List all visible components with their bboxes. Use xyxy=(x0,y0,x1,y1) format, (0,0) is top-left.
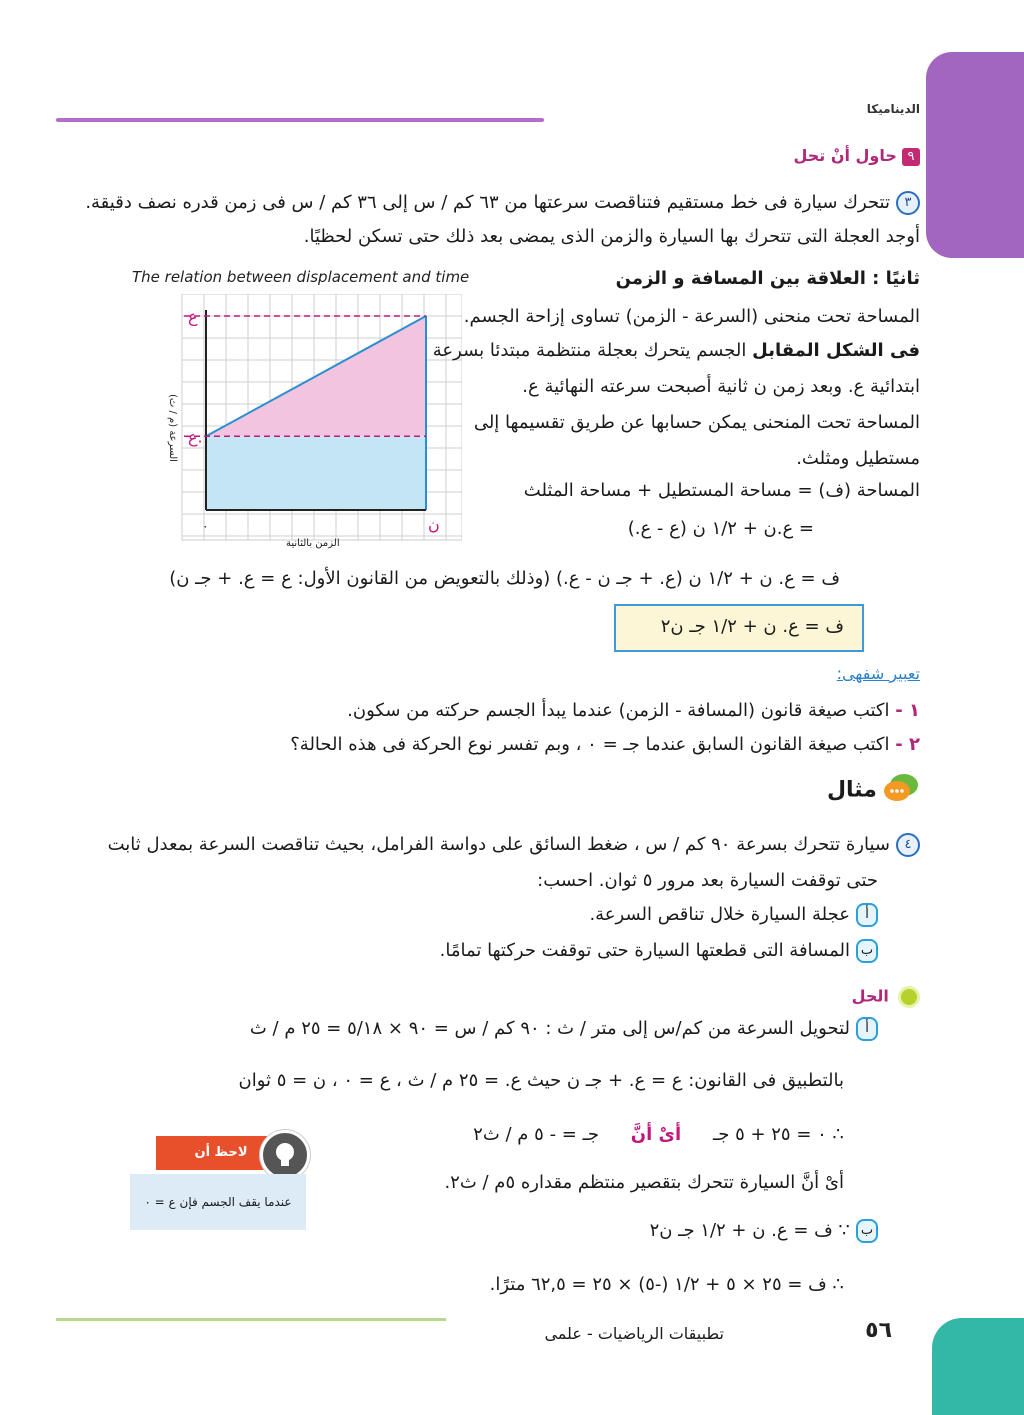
note-card xyxy=(130,1134,306,1230)
theory-line-2-rest: الجسم يتحرك بعجلة منتظمة مبتدئا بسرعة xyxy=(432,340,753,361)
example-part-a xyxy=(589,898,878,932)
y-label-initial: ع. xyxy=(188,427,203,447)
example-line-1 xyxy=(108,828,920,862)
oral-item-1-text: اكتب صيغة قانون (المسافة - الزمن) عندما يبدأ الجسم حركته من سكون. xyxy=(347,700,890,721)
theory-line-4: المساحة تحت المنحنى يمكن حسابها عن طريق تقسيمها إلى xyxy=(473,412,920,433)
oral-item-2-num: ٢ - xyxy=(895,734,920,755)
try-heading xyxy=(793,146,920,166)
try-line-2: أوجد العجلة التى تتحرك بها السيارة والزمن الذى يمضى بعد ذلك حتى تسكن لحظيًا. xyxy=(303,226,920,247)
try-badge: ٩ xyxy=(902,148,920,166)
oral-item-2-text: اكتب صيغة القانون السابق عندما جـ = ٠ ، وبم تفسر نوع الحركة فى هذه الحالة؟ xyxy=(290,734,890,755)
solution-step-3b: أىْ أنَّ xyxy=(630,1124,682,1145)
lightbulb-icon xyxy=(260,1130,310,1180)
theory-line-1: المساحة تحت منحنى (السرعة - الزمن) تساوى إزاحة الجسم. xyxy=(463,306,920,327)
oral-item-2 xyxy=(290,728,920,762)
rectangle-area xyxy=(206,436,426,510)
theory-heading: ثانيًا : العلاقة بين المسافة و الزمن xyxy=(615,268,920,289)
solution-step-5-text: ∵ ف = ع. ن + ١/٢ جـ ن٢ xyxy=(649,1220,850,1241)
part-b-text: المسافة التى قطعتها السيارة حتى توقفت حركتها تمامًا. xyxy=(439,940,850,961)
key-formula: ف = ع. ن + ١/٢ جـ ن٢ xyxy=(660,616,844,637)
chapter-tab xyxy=(926,52,1024,258)
velocity-time-chart xyxy=(152,294,462,554)
theory-line-7: = ع.ن + ١/٢ ن (ع - ع.) xyxy=(627,518,814,539)
solution-step-2: بالتطبيق فى القانون: ع = ع. + جـ ن حيث ع. = ٢٥ م / ث ، ع = ٠ ، ن = ٥ ثوان xyxy=(238,1070,844,1091)
example-title: مثال xyxy=(826,777,877,803)
speech-bubble-icon xyxy=(882,772,920,808)
solution-step-5 xyxy=(650,1214,878,1248)
x-end-label: ن xyxy=(428,515,440,534)
solution-step-4: أىْ أنَّ السيارة تتحرك بتقصير منتظم مقداره ٥م / ث٢. xyxy=(444,1172,844,1193)
header-rule xyxy=(56,118,544,122)
problem-number: ٣ xyxy=(896,191,920,215)
solution-step-3 xyxy=(473,1118,844,1152)
solution-title: الحل xyxy=(851,986,889,1006)
try-line-1: تتحرك سيارة فى خط مستقيم فتناقصت سرعتها من ٦٣ كم / س إلى ٣٦ كم / س فى زمن قدره نصف دقيقة. xyxy=(85,192,890,213)
y-label-final: ع xyxy=(188,307,198,326)
theory-line-2-bold: فى الشكل المقابل xyxy=(752,340,920,361)
example-number: ٤ xyxy=(896,833,920,857)
part-b-label: ب xyxy=(856,939,878,963)
theory-line-6: المساحة (ف) = مساحة المستطيل + مساحة المثلث xyxy=(523,480,920,501)
solution-bullet-icon xyxy=(898,986,920,1008)
solution-a-label: أ xyxy=(856,1017,878,1041)
book-title: تطبيقات الرياضيات - علمى xyxy=(544,1324,724,1343)
example-text-1: سيارة تتحرك بسرعة ٩٠ كم / س ، ضغط السائق على دواسة الفرامل، بحيث تناقصت السرعة بمعدل ثابت xyxy=(107,834,890,855)
part-a-label: أ xyxy=(856,903,878,927)
solution-b-label: ب xyxy=(856,1219,878,1243)
oral-item-1-num: ١ - xyxy=(895,700,920,721)
page-number: ٥٦ xyxy=(865,1318,892,1343)
section-title: الديناميكا xyxy=(866,102,920,116)
footer-rule xyxy=(56,1318,446,1321)
theory-line-5: مستطيل ومثلث. xyxy=(796,448,920,469)
note-title: لاحظ أن xyxy=(156,1136,286,1170)
oral-item-1 xyxy=(347,694,920,728)
solution-step-3c: جـ = - ٥ م / ث٢ xyxy=(473,1124,599,1145)
part-a-text: عجلة السيارة خلال تناقص السرعة. xyxy=(589,904,850,925)
try-problem xyxy=(85,186,920,220)
x-axis-label: الزمن بالثانية xyxy=(286,538,340,549)
example-line-2: حتى توقفت السيارة بعد مرور ٥ ثوان. احسب: xyxy=(537,870,878,891)
solution-heading xyxy=(852,986,920,1008)
theory-line-8: ف = ع. ن + ١/٢ ن (ع. + جـ ن - ع.) (وذلك بالتعويض من القانون الأول: ع = ع. + جـ ن) xyxy=(169,568,840,589)
example-part-b xyxy=(440,934,878,968)
theory-line-2 xyxy=(433,334,920,368)
theory-line-3: ابتدائية ع. وبعد زمن ن ثانية أصبحت سرعته النهائية ع. xyxy=(522,376,920,397)
solution-step-1 xyxy=(250,1012,878,1046)
solution-step-1-text: لتحويل السرعة من كم/س إلى متر / ث : ٩٠ كم / س = ٩٠ × ٥/١٨ = ٢٥ م / ث xyxy=(249,1018,850,1039)
example-heading xyxy=(827,772,920,808)
try-title: حاول أنْ تحل xyxy=(793,146,897,165)
note-body: عندما يقف الجسم فإن ع = ٠ xyxy=(130,1174,306,1230)
oral-heading: تعبير شفهى: xyxy=(836,664,920,683)
page-tab xyxy=(932,1318,1024,1415)
chart-caption: The relation between displacement and time xyxy=(132,268,470,286)
solution-step-6: ∴ ف = ٢٥ × ٥ + ١/٢ (-٥) × ٢٥ = ٦٢,٥ مترًا. xyxy=(489,1274,844,1295)
origin-label: ٠ xyxy=(202,519,209,533)
y-axis-label: السرعة (م / ث) xyxy=(167,394,178,462)
solution-step-3a: ∴ ٠ = ٢٥ + ٥ جـ xyxy=(712,1124,844,1145)
